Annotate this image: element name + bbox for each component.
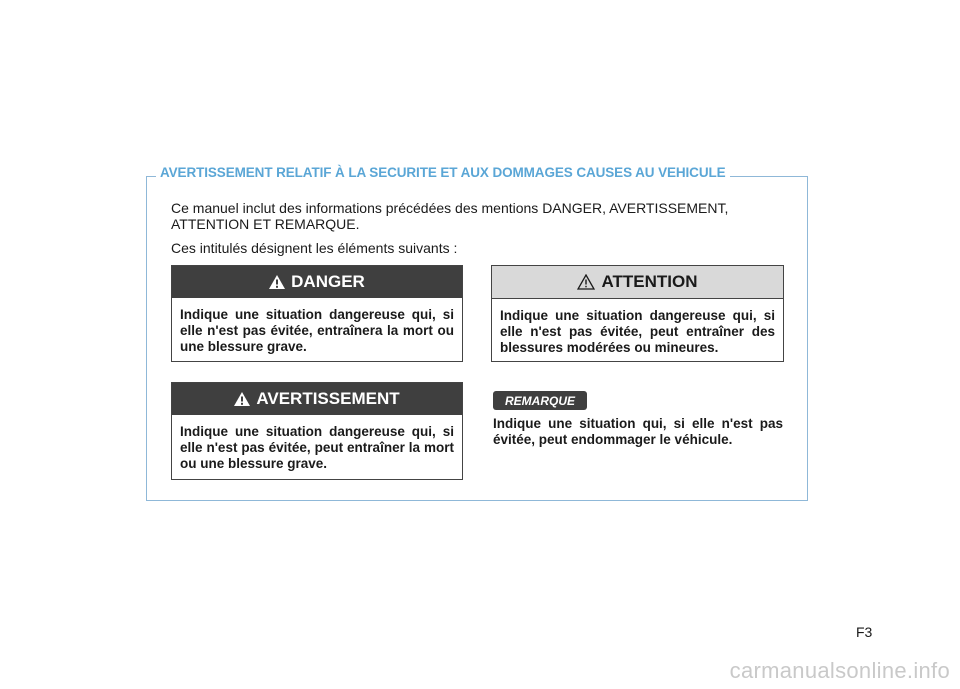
avertissement-label: AVERTISSEMENT — [256, 389, 400, 408]
avertissement-text: Indique une situation dangereuse qui, si elle n'est pas évitée, peut entraîner la mort ou une blessure grave. — [180, 424, 454, 471]
remarque-badge: REMARQUE — [493, 391, 587, 410]
warning-triangle-icon — [269, 275, 285, 289]
attention-box — [491, 265, 784, 362]
warning-triangle-outline-icon — [577, 274, 595, 290]
section-title: AVERTISSEMENT RELATIF À LA SECURITE ET AUX DOMMAGES CAUSES AU VEHICULE — [156, 165, 730, 180]
intro-paragraph-1: Ce manuel inclut des informations précédées des mentions DANGER, AVERTISSEMENT, ATTENTION ET REMARQUE. — [171, 200, 729, 232]
intro-paragraph-2: Ces intitulés désignent les éléments suivants : — [171, 240, 458, 256]
attention-header — [492, 266, 783, 299]
intro — [171, 200, 786, 256]
danger-box — [171, 265, 463, 362]
watermark: carmanualsonline.info — [729, 658, 950, 683]
remarque-text: Indique une situation qui, si elle n'est pas évitée, peut endommager le véhicule. — [493, 416, 783, 447]
attention-text: Indique une situation dangereuse qui, si elle n'est pas évitée, peut entraîner des blessures modérées ou mineures. — [500, 308, 775, 355]
avertissement-header — [172, 383, 462, 415]
avertissement-box — [171, 382, 463, 480]
danger-label: DANGER — [291, 272, 365, 291]
danger-text: Indique une situation dangereuse qui, si elle n'est pas évitée, entraînera la mort ou une blessure grave. — [180, 307, 454, 354]
warning-triangle-icon — [234, 392, 250, 406]
danger-header — [172, 266, 462, 298]
page-number: F3 — [856, 624, 873, 640]
attention-label: ATTENTION — [601, 272, 698, 291]
